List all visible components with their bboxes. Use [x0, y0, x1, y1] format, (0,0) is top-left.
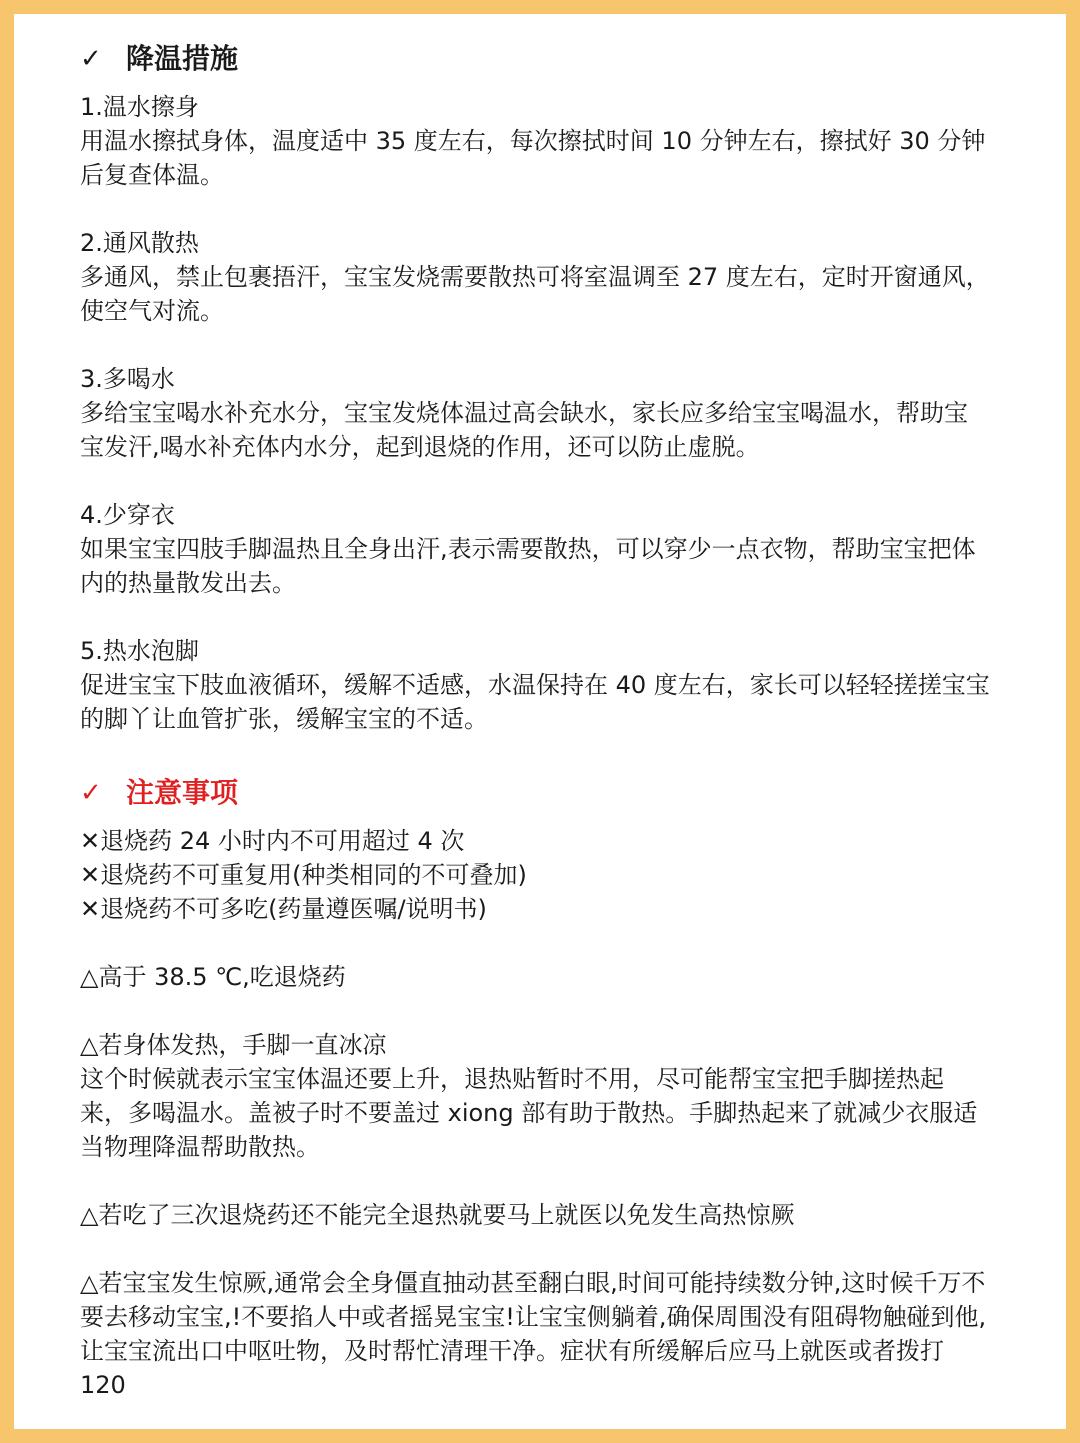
- warning-list: [80, 824, 990, 926]
- item-title: 3.多喝水: [80, 365, 175, 393]
- check-icon: ✓: [80, 44, 102, 74]
- item-text: 用温水擦拭身体，温度适中 35 度左右，每次擦拭时间 10 分钟左右，擦拭好 30 分钟后复查体温。: [80, 127, 986, 189]
- item-text: 多给宝宝喝水补充水分，宝宝发烧体温过高会缺水，家长应多给宝宝喝温水，帮助宝宝发汗,喝水补充体内水分，起到退烧的作用，还可以防止虚脱。: [80, 399, 968, 461]
- cross-icon: ✕: [80, 861, 101, 889]
- item-text: 多通风，禁止包裹捂汗，宝宝发烧需要散热可将室温调至 27 度左右，定时开窗通风，使空气对流。: [80, 263, 990, 325]
- note-item: [80, 960, 990, 994]
- cooling-item: [80, 498, 990, 600]
- check-icon: ✓: [80, 778, 102, 808]
- item-text: 促进宝宝下肢血液循环，缓解不适感，水温保持在 40 度左右，家长可以轻轻搓搓宝宝的脚丫让血管扩张，缓解宝宝的不适。: [80, 671, 990, 733]
- cooling-item: [80, 226, 990, 328]
- warning-text: 退烧药 24 小时内不可用超过 4 次: [100, 827, 465, 855]
- cooling-item: [80, 634, 990, 736]
- item-title: 1.温水擦身: [80, 93, 199, 121]
- warning-text: 退烧药不可重复用(种类相同的不可叠加): [100, 861, 527, 889]
- note-item: [80, 1198, 990, 1232]
- note-item: [80, 1028, 990, 1164]
- note-title: △高于 38.5 ℃,吃退烧药: [80, 963, 346, 991]
- warning-item: [80, 892, 990, 926]
- section-title: 注意事项: [126, 776, 239, 809]
- article-content: [80, 36, 990, 1436]
- cooling-item: [80, 90, 990, 192]
- note-item: [80, 1266, 990, 1402]
- page-frame: [14, 14, 1066, 1429]
- warning-item: [80, 858, 990, 892]
- note-text: 这个时候就表示宝宝体温还要上升，退热贴暂时不用，尽可能帮宝宝把手脚搓热起来，多喝温水。盖被子时不要盖过 xiong 部有助于散热。手脚热起来了就减少衣服适当物理降温帮助散热。: [80, 1065, 978, 1161]
- warning-item: [80, 824, 990, 858]
- item-text: 如果宝宝四肢手脚温热且全身出汗,表示需要散热，可以穿少一点衣物，帮助宝宝把体内的热量散发出去。: [80, 535, 976, 597]
- section-heading-precautions: [80, 770, 990, 816]
- item-title: 5.热水泡脚: [80, 637, 199, 665]
- section-title: 降温措施: [126, 42, 239, 75]
- cross-icon: ✕: [80, 895, 101, 923]
- note-title: △若身体发热，手脚一直冰凉: [80, 1031, 387, 1059]
- item-title: 4.少穿衣: [80, 501, 175, 529]
- cooling-item: [80, 362, 990, 464]
- note-text: △若宝宝发生惊厥,通常会全身僵直抽动甚至翻白眼,时间可能持续数分钟,这时候千万不要去移动宝宝,!不要掐人中或者摇晃宝宝!让宝宝侧躺着,确保周围没有阻碍物触碰到他,让宝宝流出口中呕吐物，及时帮忙清理干净。症状有所缓解后应马上就医或者拨打 120: [80, 1269, 987, 1399]
- section-heading-cooling: [80, 36, 990, 82]
- note-title: △若吃了三次退烧药还不能完全退热就要马上就医以免发生高热惊厥: [80, 1201, 795, 1229]
- warning-text: 退烧药不可多吃(药量遵医嘱/说明书): [100, 895, 487, 923]
- item-title: 2.通风散热: [80, 229, 199, 257]
- cross-icon: ✕: [80, 827, 101, 855]
